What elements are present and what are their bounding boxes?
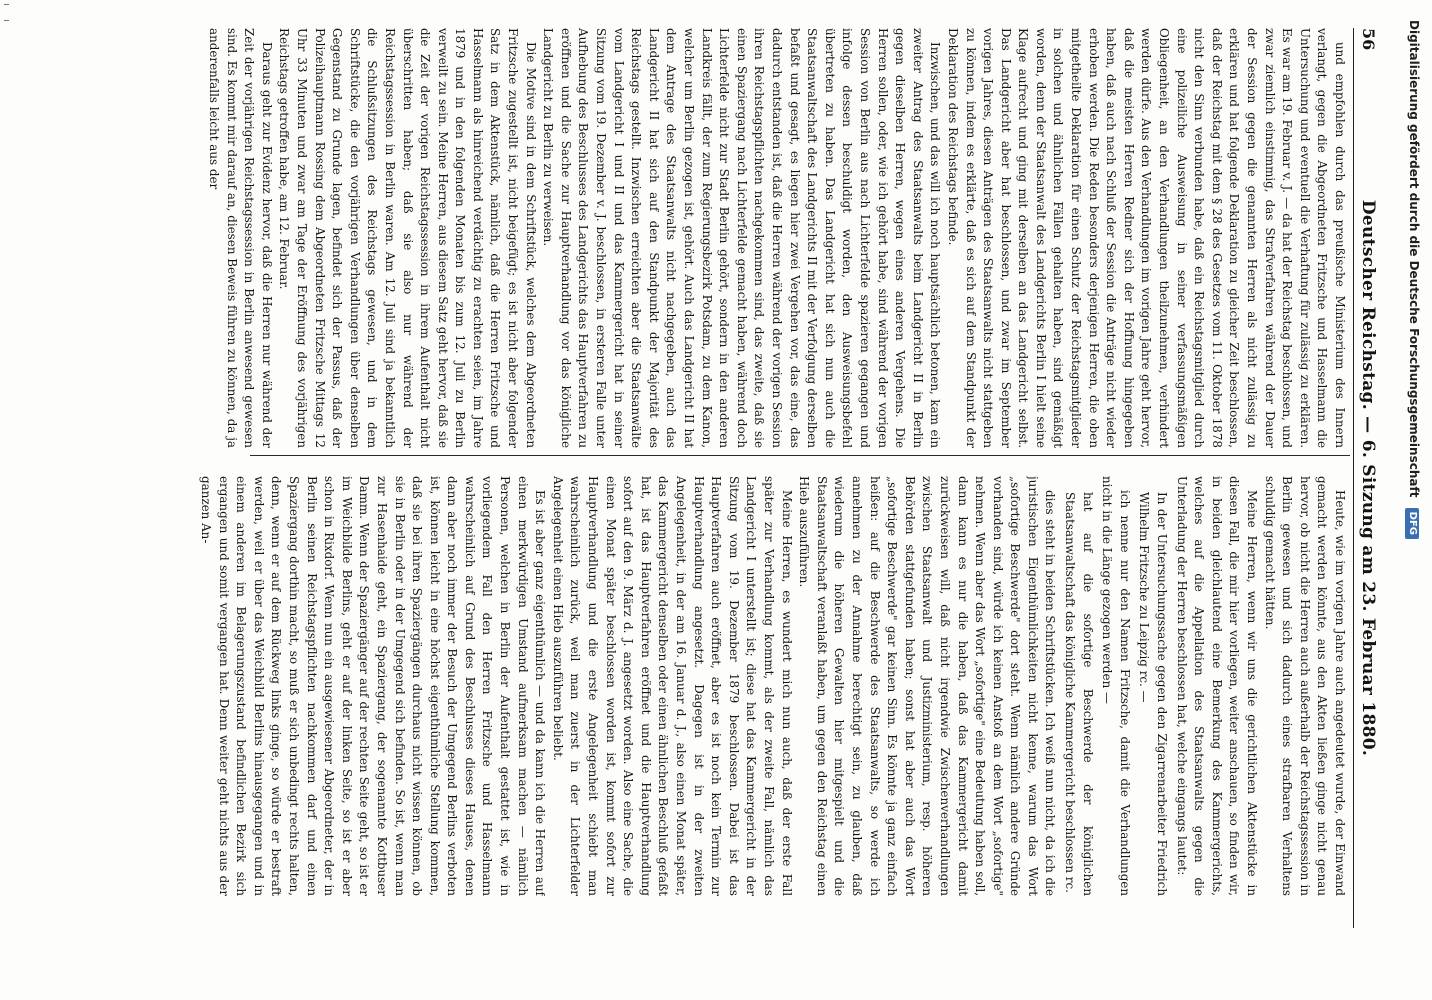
scan-margin-mark	[4, 20, 9, 21]
scan-margin-mark	[4, 4, 9, 5]
paragraph: Meine Herren, wenn wir uns die gerichtlichen Aktenstücke in diesen Fall, die mir hier vorliegen, weiter anschauen, so finden wir, in beiden gleichlautend eine Bemerkung des Kammergerichts, welches auf die Appellation des Staatsanwalts gegen die Unterladung der Herren beschlossen hat, welche eingangs lautet:	[1174, 476, 1260, 896]
paragraph: ich nenne nur den Namen Fritzsche, damit die Verhandlungen nicht in die Länge gezogen werden —	[1100, 476, 1132, 896]
running-head: Deutscher Reichstag. — 6. Sitzung am 23. Februar 1880.	[1358, 199, 1378, 757]
paragraph: Die Motive sind in dem Schriftstück, welches dem Abgeordneten Fritzsche zugestellt ist, nicht beigefügt; es ist nicht aber folgender Satz in dem Aktenstück, nämlich, daß die Herren Fritzsche und Hasselmann als hinreichend verdächtig zu erachten seien, im Jahre 1879 und in den folgenden Monaten bis zum 12. Juli zu Berlin verweilt zu sein. Meine Herren, aus diesem Satz geht hervor, daß sie die Zeit der vorigen Reichstagssession in ihrem Aufenthalt nicht überschritten haben; daß sie also nur während der Reichstagssession in Berlin waren. Am 12. Juli sind ja bekanntlich die Schlußsitzungen des Reichstags gewesen, und in dem Schriftstücke, die den vorjährigen Verhandlungen über denselben Gegenstand zu Grunde lagen, befindet sich der Passus, daß der Polizeihauptmann Rossing dem Abgeordneten Fritzsche Mittags 12 Uhr 33 Minuten und zwar am Tage der Eröffnung des vorjährigen Reichstags getroffen habe, am 12. Februar.	[277, 28, 538, 448]
page-number: 56	[1359, 28, 1378, 51]
paragraph: Heute, wie im vorigen Jahre auch angedeutet wurde, der Einwand gemacht werden könnte, aus den Akten ließen ginge nicht genau hervor, ob nicht die Herren auch außerhalb der Reichstagssession in Berlin gewesen und sich dadurch eines strafbaren Verhaltens schuldig gemacht hätten.	[1262, 476, 1347, 896]
paragraph: Meine Herren, es wundert mich nun auch, daß der erste Fall später zur Verhandlung kommt, als der zweite Fall, nämlich das Landgericht I unterstellt ist; diese hat das Kammergericht in der Sitzung vom 19. Dezember 1879 beschlossen. Dabei ist das Hauptverfahren auch eröffnet, aber es ist noch kein Termin zur Hauptverhandlung angesetzt. Dagegen ist in der zweiten Angelegenheit, in der am 16. Januar d. J., also einen Monat später, das Kammergericht denselben oder einen ähnlichen Beschluß gefaßt hat, ist das Hauptverfahren eröffnet und die Hauptverhandlung sofort auf den 9. März d. J. angesetzt worden. Also eine Sache, die einen Monat später beschlossen worden ist, kommt sofort zur Hauptverhandlung und die erste Angelegenheit schiebt man wahrscheinlich zurück, weil man zuerst in der Lichterfelder Angelegenheit einen Hieb auszuführen beliebt.	[550, 476, 794, 896]
page-header	[1353, 28, 1380, 928]
quoted-passage: hat auf die sofortige Beschwerde der königlichen Staatsanwaltschaft das königliche Kammergericht beschlossen rc.	[1063, 492, 1095, 896]
digitization-credit	[1404, 20, 1424, 980]
paragraph: Es ist aber ganz eigenthümlich — und da kann ich die Herren auf einen merkwürdigen Umstand aufmerksam machen — nämlich Personen, welchen in Berlin der Aufenthalt gestattet ist, wie in vorliegendem Fall den Herren Fritzsche und Hasselmann wahrscheinlich auf Grund des Beschlusses dieses Hauses, denen dann aber noch immer der Besuch der Umgegend Berlins verboten ist, können leicht in eine höchst eigenthümliche Stellung kommen, daß sie bei ihren Spaziergängen durchaus nicht wissen können, ob sie in Berlin oder in der Umgegend sich befinden. So ist, wenn man zur Hasenhaide geht, ein Spaziergang, der sogenannte Kottbuser Damm. Wenn der Spaziergänger auf der rechten Seite geht, so ist er im Weichbilde Berlins, geht er auf der linken Seite, so ist er aber schon in Rixdorf. Wenn nun ein ausgewiesener Abgeordneter, der in Berlin seinen Reichstagspflichten nachkommen darf und einen Spaziergang dorthin macht, so muß er sich unbedingt rechts halten, denn, wenn er auf dem Rückweg links ginge, so würde er bestraft werden, weil er über das Weichbild Berlins hinausgegangen und in einem anderen im Belagerungszustand befindlichen Bezirk sich ergangen und somit vergangen hat. Denn weiter geht nichts aus der ganzen An-	[199, 476, 548, 896]
text-column-left	[48, 28, 1348, 448]
paragraph: und empfohlen durch das preußische Ministerium des Innern verlangt, gegen die Abgeordneten Fritzsche und Hasselmann die Untersuchung und eventuell die Verhaftung für zulässig zu erklären. Es war am 19. Februar v. J. — da hat der Reichstag beschlossen, und zwar ziemlich einstimmig, das Strafverfahren während der Dauer der Session gegen die genannten Herren als nicht zulässig zu erklären und hat folgende Deklaration zu gleicher Zeit beschlossen, daß der Reichstag mit dem § 28 des Gesetzes vom 11. Oktober 1878 nicht den Sinn verbunden habe, daß ein Reichstagsmitglied durch eine polizeiliche Ausweisung in seiner verfassungsmäßigen Obliegenheit, an den Verhandlungen theilzunehmen, verhindert werden dürfe. Aus den Verhandlungen im vorigen Jahre geht hervor, daß die meisten Herren Redner sich der Hoffnung hingegeben haben, daß auch nach Schluß der Session die Anträge nicht wieder erhoben werden. Die Reden besonders derjenigen Herren, die oben mitgetheilte Deklaration für einen Schutz der Reichstagsmitglieder in solchen und ähnlichen Fällen gehalten haben, sind gemäßigt worden, denn der Staatsanwalt des Landgerichts Berlin I hielt seine Klage aufrecht und ging mit derselben an das Landgericht selbst. Das Landgericht aber hat beschlossen, und zwar im September vorigen Jahres, diesen Anträgen des Staatsanwalts nicht stattgeben zu können, indem es erklärte, daß es sich auf dem Standpunkt der Deklaration des Reichstags befinde.	[945, 28, 1347, 448]
credit-text: Digitalisierung gefördert durch die Deutsche Forschungsgemeinschaft	[1407, 20, 1421, 498]
dfg-logo: DFG	[1405, 508, 1419, 539]
text-column-right	[48, 476, 1348, 896]
column-divider	[250, 455, 1350, 456]
quoted-passage: In der Untersuchungssache gegen den Zigarrenarbeiter Friedrich Wilhelm Fritzsche zu Leipzig rc. —	[1137, 492, 1170, 896]
paragraph: dies steht in beiden Schriftstücken. Ich weiß nun nicht, da ich die juristischen Eigenthümlichkeiten nicht kenne, warum das Wort „sofortige Beschwerde" dort steht. Wenn nämlich andere Gründe vorhanden sind, würde ich keinen Anstoß an dem Wort „sofortige" nehmen. Wenn aber das Wort „sofortige" eine Bedeutung haben soll, dann kann es nur die haben, daß das Kammergericht damit zurückweisen will, daß nicht irgendwie Zwischenverhandlungen zwischen Staatsanwalt und Justizministerium, resp. höheren Behörden stattgefunden haben; sonst hat aber auch das Wort „sofortige Beschwerde" gar keinen Sinn. Es könnte ja ganz einfach heißen: auf die Beschwerde des Staatsanwalts, so werde ich annehmen zu der Annahme berechtigt sein, zu glauben, daß wiederum die höheren Gewalten hier mitgespielt und die Staatsanwaltschaft veranlaßt haben, um gegen den Reichstag einen Hieb auszuführen.	[797, 476, 1058, 896]
paragraph: Inzwischen, und das will ich noch hauptsächlich betonen, kam ein zweiter Antrag des Staatsanwalts beim Landgericht II in Berlin gegen dieselben Herren, wegen eines anderen Vergehens. Die Herren sollen, oder, wie ich gehört habe, sind während der vorigen Session von Berlin aus nach Lichterfelde spazieren gegangen und infolge dessen beschuldigt worden, den Ausweisungsbefehl übertreten zu haben. Das Landgericht hat sich nun auch die Staatsanwaltschaft des Landgerichts II mit der Verfolgung derselben befaßt und gesagt, es liegen hier zwei Vergehen vor, das eine, das dadurch entstanden ist, daß die Herren während der vorigen Session ihren Reichstagspflichten nachgekommen sind, das zweite, daß sie einen Spaziergang nach Lichterfelde gemacht haben, während doch Lichterfelde nicht zur Stadt Berlin gehört, sondern in den anderen Landkreis fällt, der zum Regierungsbezirk Potsdam, zu dem Kanon, welcher um Berlin gezogen ist, gehört. Auch das Landgericht II hat dem Antrage des Staatsanwalts nicht nachgegeben, auch das Landgericht II hat sich auf den Standpunkt der Majorität des Reichstags gestellt. Inzwischen erreichten aber die Staatsanwälte vom Landgericht I und II und das Kammergericht hat in seiner Sitzung vom 19. Dezember v. J. beschlossen, in ersteren Falle unter Aufhebung des Beschlusses des Landgerichts das Hauptverfahren zu eröffnen und die Sache zur Hauptverhandlung vor das königliche Landgericht zu Berlin zu verweisen.	[541, 28, 943, 448]
paragraph: Daraus geht zur Evidenz hervor, daß die Herren nur während der Zeit der vorjährigen Reichstagssession in Berlin anwesend gewesen sind. Es kommt mir darauf an, diesen Beweis führen zu können, da ja anderenfalls leicht aus der	[207, 28, 274, 448]
